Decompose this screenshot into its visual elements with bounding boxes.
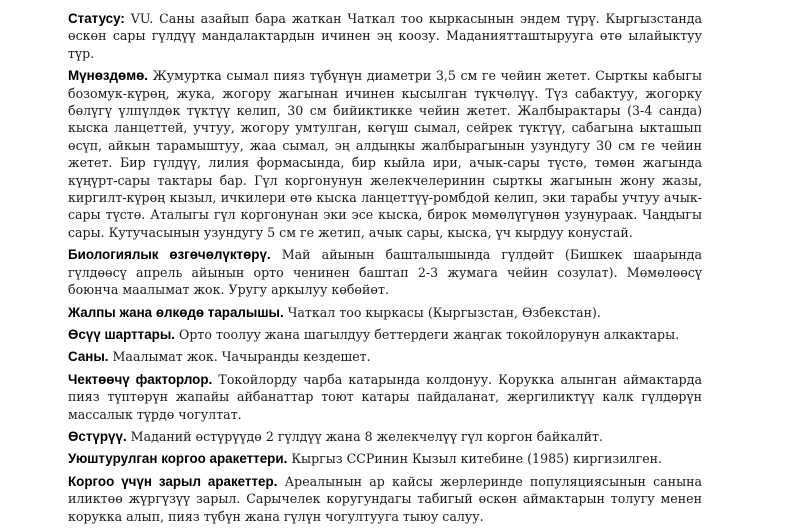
section-habitat bbox=[68, 326, 702, 343]
section-biology bbox=[68, 246, 702, 298]
section-text: VU. Саны азайып бара жаткан Чаткал тоо кыркасынын эндем түрү. Кыргызстанда өскөн сары гүлдүү мандалактардын ичинен эң коозу. Маданиятташтырууга өтө ылайыктуу түр. bbox=[68, 11, 702, 61]
section-heading: Уюштурулган коргоо аракеттери. bbox=[68, 451, 288, 467]
section-text: Май айынын башталышында гүлдөйт (Бишкек шаарында гүлдөөсү апрель айынын орто ченинен баштап 2-3 жумага чейин созулат). Мөмөлөөсү боюнча маалымат жок. Уругу аркылуу көбөйөт. bbox=[68, 247, 702, 298]
document-page bbox=[68, 10, 702, 530]
section-population bbox=[68, 348, 702, 365]
section-text: Орто тоолуу жана шагылдуу беттердеги жаңгак токойлорунун алкактары. bbox=[175, 326, 680, 342]
section-heading: Жалпы жана өлкөдө таралышы. bbox=[68, 304, 284, 320]
section-heading: Өсүү шарттары. bbox=[68, 326, 175, 342]
section-heading: Өстүрүү. bbox=[68, 428, 127, 444]
section-protection-measures bbox=[68, 450, 702, 467]
section-status bbox=[68, 10, 702, 62]
section-heading: Статусу: bbox=[68, 11, 125, 26]
section-heading: Биологиялык өзгөчөлүктөрү. bbox=[68, 247, 271, 263]
section-text: Маалымат жок. Чачыранды кездешет. bbox=[108, 349, 371, 365]
section-text: Маданий өстүрүүдө 2 гүлдүү жана 8 желекчелүү гүл коргон байкалйт. bbox=[126, 428, 604, 444]
section-heading: Коргоо үчүн зарыл аракеттер. bbox=[68, 473, 278, 489]
section-cultivation bbox=[68, 428, 702, 445]
section-text: Чаткал тоо кыркасы (Кыргызстан, Өзбекстан). bbox=[283, 304, 601, 320]
section-distribution bbox=[68, 304, 702, 321]
section-heading: Чектөөчү факторлор. bbox=[68, 371, 213, 387]
section-required-actions bbox=[68, 473, 702, 525]
section-text: Кыргыз ССРинин Кызыл китебине (1985) киргизилген. bbox=[287, 451, 663, 467]
section-heading: Мүнөздөмө. bbox=[68, 68, 149, 84]
section-text: Жумуртка сымал пияз түбүнүн диаметри 3,5 см ге чейин жетет. Сырткы кабыгы бозомук-күрөң, жука, жогору жагынан ичинен кысылган түкчөлүү. Түз сабактуу, жогорку бөлүгү үлпүлдөк түктүү келип, 30 см бийиктикке чейин жетет. Жалбырактары (3-4 санда) кыска ланцеттей, учтуу, жогору умтулган, көгүш сымал, сейрек түктүү, сабагына ыкташып өсүп, айкын тарамыштуу, жаа сымал, эң алдыңкы жалбырагынын узундугу 30 см ге чейин жетет. Бир гүлдүү, лилия формасында, бир кыйла ири, ачык-сары түстө, төмөн жагында күңүрт-сары тактары бар. Гүл коргонунун желекчелеринин сырткы жагынын жону жазы, киргилт-күрөң кызыл, ичкилери өтө кыска ланцеттүү-ромбдой келип, эки тарабы учтуу ачык-сары түстө. Аталыгы гүл коргонунан эки эсе кыска, бирок мөмөлүгүнөн узунураак. Чаңдыгы сары. Кутучасынын узундугу 5 см ге жетип, ачык сары, кыска, үч кырдуу конустай. bbox=[68, 68, 702, 240]
section-description bbox=[68, 67, 702, 241]
section-heading: Саны. bbox=[68, 349, 109, 365]
section-text: Токойлорду чарба катарында колдонуу. Корукка алынган аймактарда пияз түптөрүн жапайы айбанаттар тоют катары пайдаланат, жергиликтүү калк гүлдөрүн массалык түрдө чогултат. bbox=[68, 371, 702, 422]
section-text: Ареалынын ар кайсы жерлеринде популяциясынын санына иликтөө жүргүзүү зарыл. Сарычелек коругундагы табигый өскөн аймактарын толугу менен корукка алып, пияз түбүн жана гүлүн чогултууга тыюу салуу. bbox=[68, 473, 702, 524]
section-limiting-factors bbox=[68, 371, 702, 423]
